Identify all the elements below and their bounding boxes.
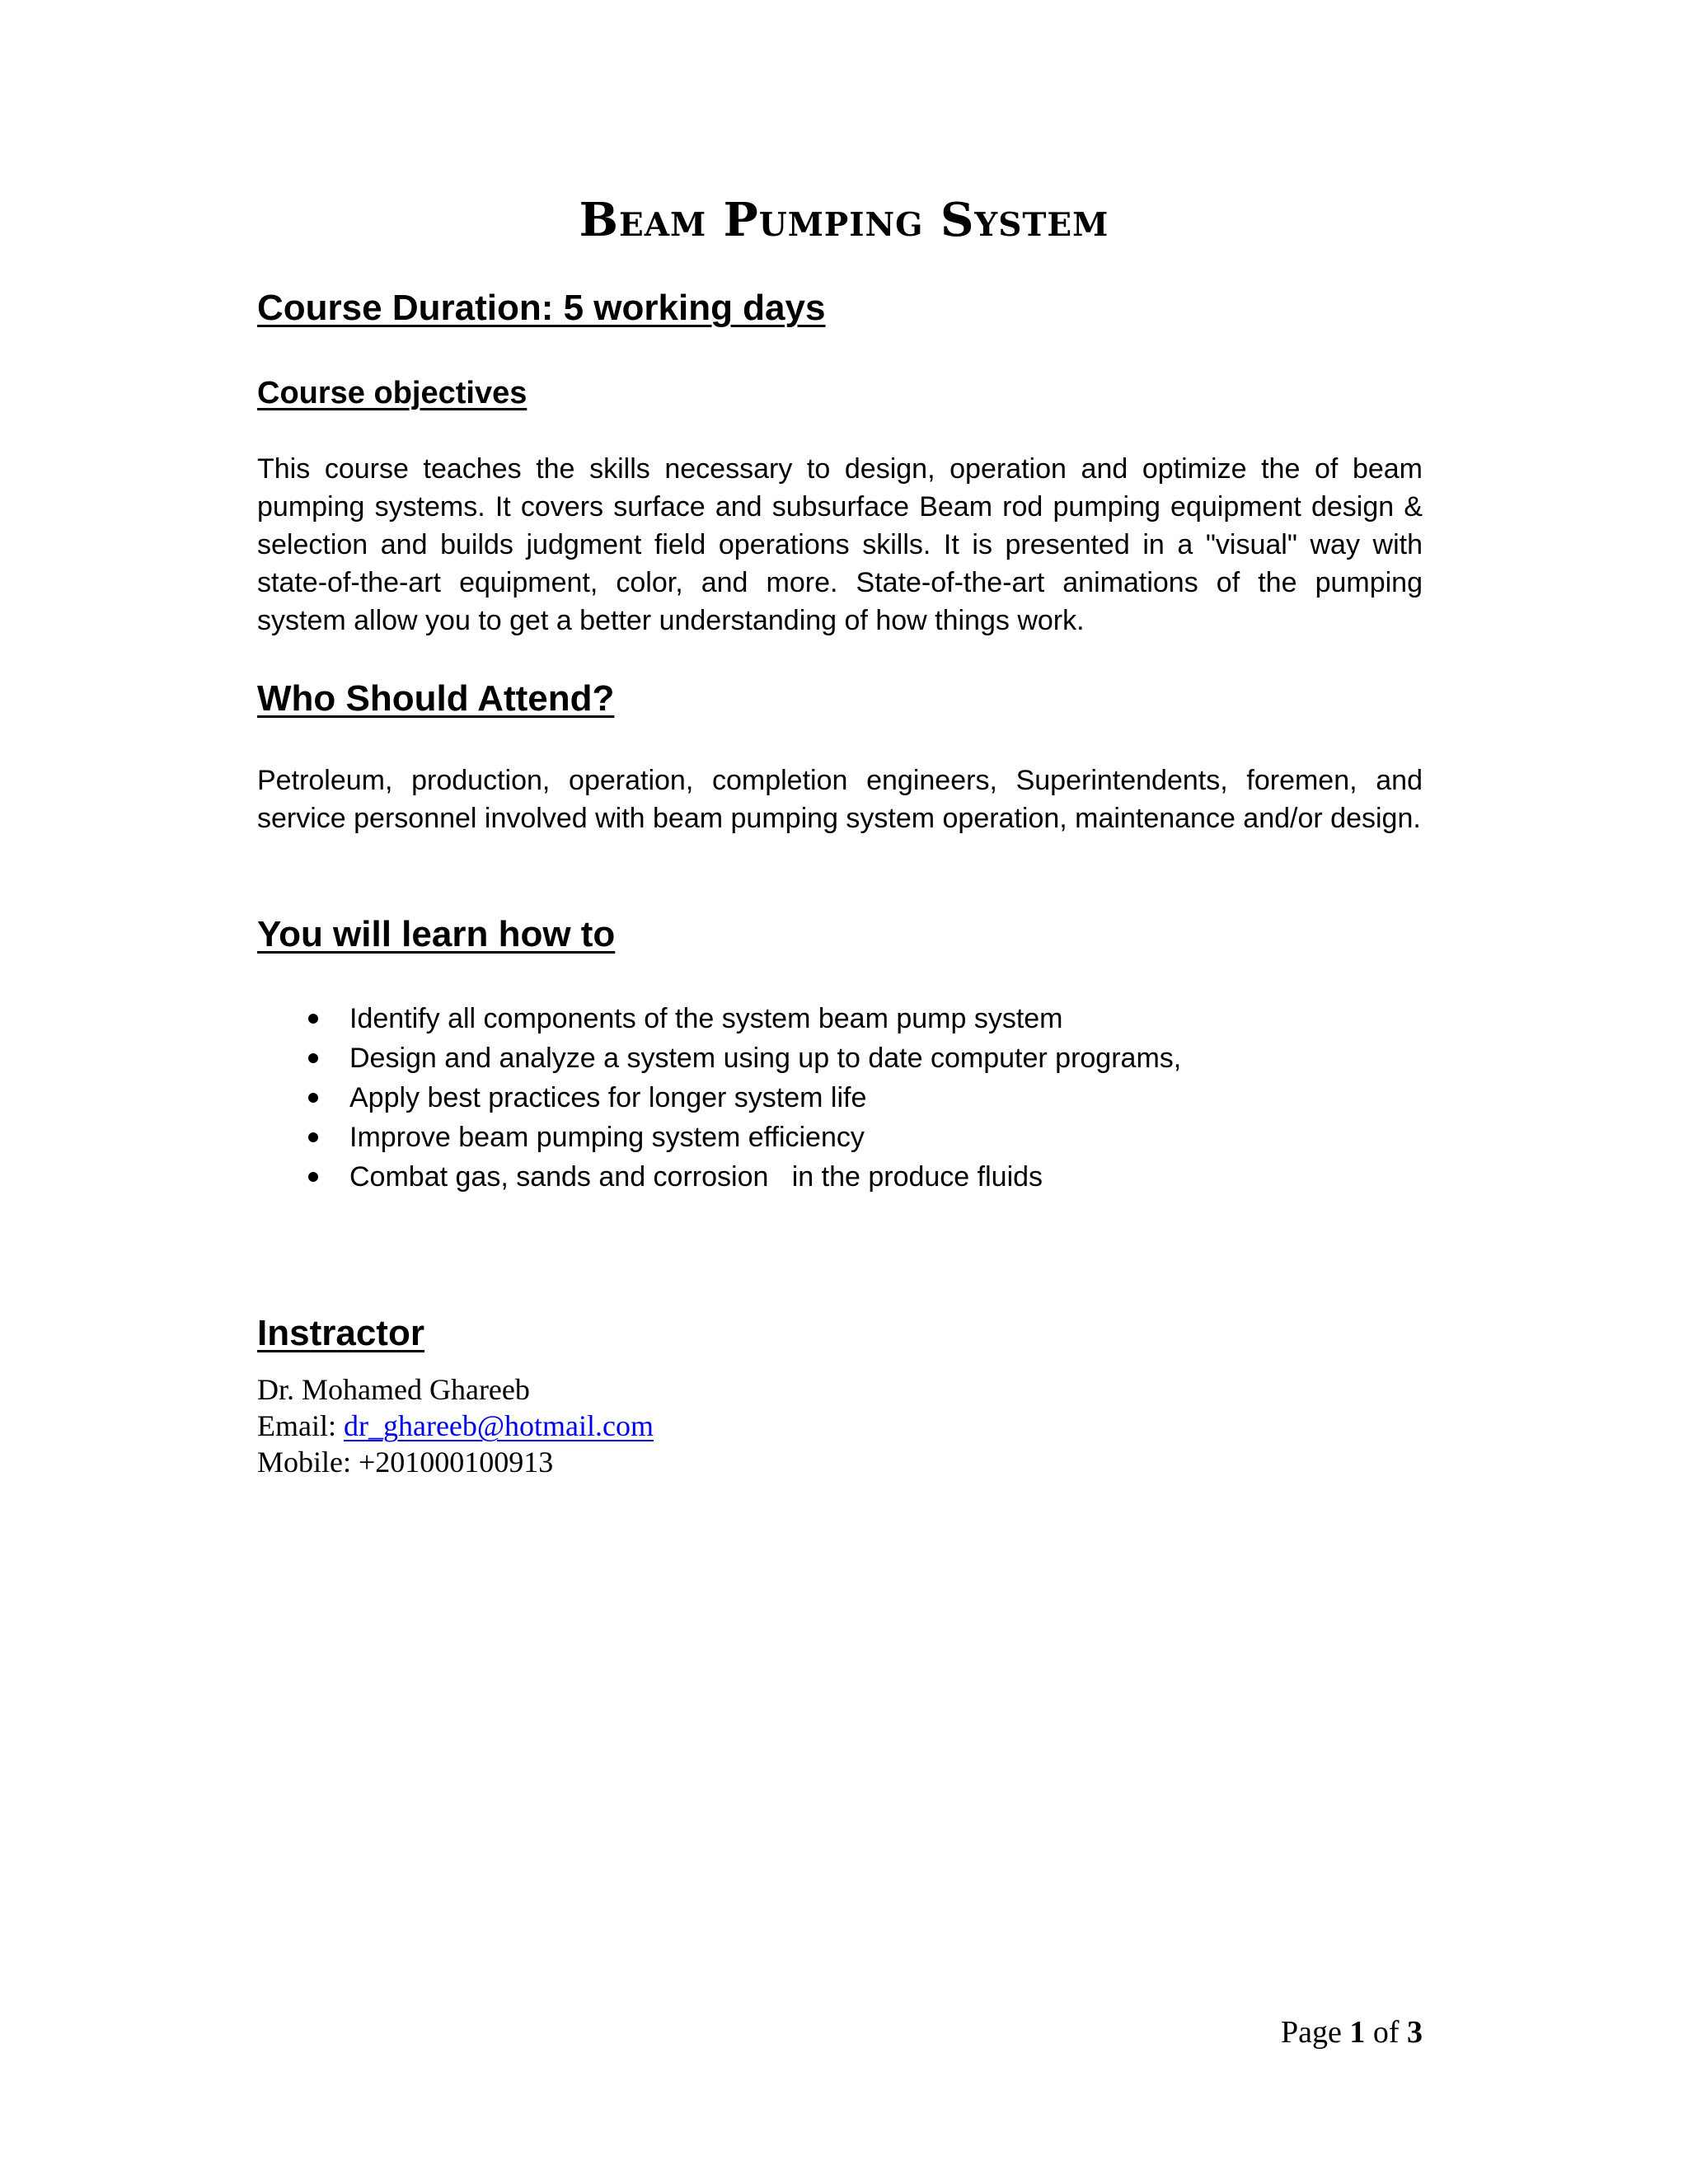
bullet-icon [308,1172,318,1182]
learn-list [257,999,1181,1197]
email-label: Email: [257,1409,344,1442]
list-item [257,999,1181,1038]
document-title: Beam Pumping System [579,193,1109,247]
instructor-heading: Instractor [257,1313,424,1353]
list-item-text: Design and analyze a system using up to date computer programs, [349,1043,1182,1074]
list-item [257,1118,1181,1157]
bullet-icon [308,1053,318,1063]
who-should-attend-heading: Who Should Attend? [257,678,615,719]
who-should-attend-paragraph: Petroleum, production, operation, completion engineers, Superintendents, foremen, and service personnel involved with beam pumping system operation, maintenance and/or design. [257,765,1423,834]
bullet-icon [308,1093,318,1103]
of-word: of [1365,2015,1407,2050]
bullet-icon [308,1132,318,1142]
mobile-number: +201000100913 [359,1446,554,1479]
list-item [257,1157,1181,1197]
list-item [257,1038,1181,1078]
objectives-paragraph: This course teaches the skills necessary to design, operation and optimize the of beam pumping systems. It covers surface and subsurface Beam rod pumping equipment design & selection and builds judgment field operations skills. It is presented in a "visual" way with state-of-the-art equipment, color, and more. State-of-the-art animations of the pumping system allow you to get a better understanding of how things work. [257,453,1423,636]
page-current: 1 [1349,2015,1366,2050]
learn-heading: You will learn how to [257,914,616,954]
list-item-text: Improve beam pumping system efficiency [349,1122,865,1153]
page-total: 3 [1407,2015,1423,2050]
instructor-email-line [257,1408,654,1444]
list-item [257,1078,1181,1118]
bullet-icon [308,1014,318,1024]
page-number-footer [1281,2013,1423,2052]
email-link[interactable]: dr_ghareeb@hotmail.com [343,1409,654,1442]
list-item-text: Identify all components of the system beam pump system [349,1003,1063,1034]
mobile-label: Mobile: [257,1446,359,1479]
instructor-contact [257,1371,654,1480]
list-item-text: Combat gas, sands and corrosion in the produce fluids [349,1161,1043,1193]
instructor-mobile-line [257,1444,654,1480]
objectives-heading: Course objectives [257,376,528,410]
course-duration-heading: Course Duration: 5 working days [257,288,826,328]
list-item-text: Apply best practices for longer system life [349,1082,867,1113]
page-word: Page [1280,2015,1350,2050]
instructor-name: Dr. Mohamed Ghareeb [257,1373,530,1406]
